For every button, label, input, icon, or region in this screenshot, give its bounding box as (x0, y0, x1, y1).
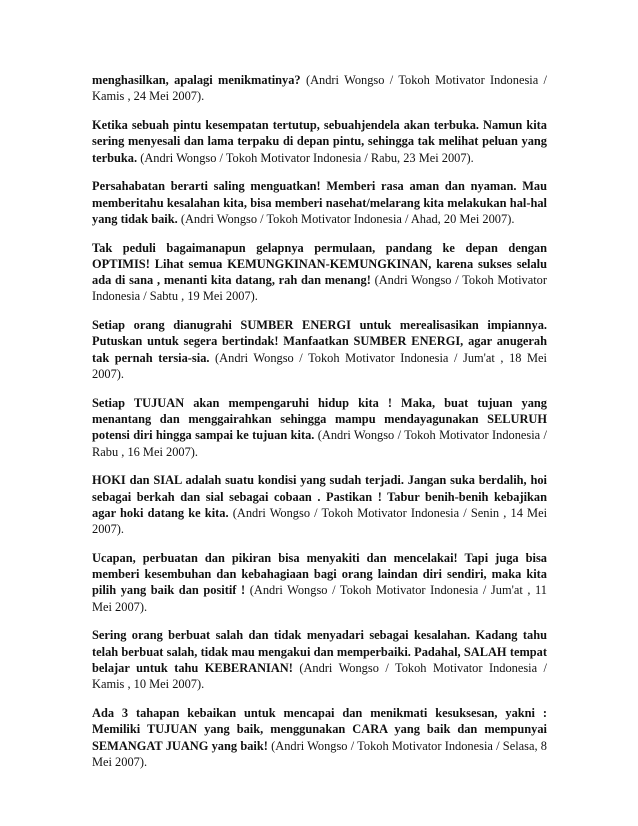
quote-text: Ada 3 tahapan kebaikan untuk mencapai dan menikmati kesuksesan, yakni : Memiliki TUJUAN yang baik, menggunakan CARA yang baik dan mempunyai SEMANGAT JUANG yang baik! (92, 706, 547, 753)
quote-paragraph (92, 705, 547, 770)
quote-text: Setiap orang dianugrahi SUMBER ENERGI untuk merealisasikan impiannya. Putuskan untuk segera bertindak! Manfaatkan SUMBER ENERGI, agar anugerah tak pernah tersia-sia. (92, 318, 547, 365)
quote-text: Ucapan, perbuatan dan pikiran bisa menyakiti dan mencelakai! Tapi juga bisa memberi kesembuhan dan kebahagiaan bagi orang laindan diri sendiri, maka kita pilih yang baik dan positif ! (92, 550, 547, 598)
quote-source: (Andri Wongso / Tokoh Motivator Indonesia / Jum'at , 11 Mei 2007). (92, 583, 547, 614)
quote-text: Persahabatan berarti saling menguatkan! Memberi rasa aman dan nyaman. Mau memberitahu kesalahan kita, bisa memberi nasehat/melarang kita melakukan hal-hal yang tidak baik. (92, 179, 547, 226)
quote-source: (Andri Wongso / Tokoh Motivator Indonesia / Selasa, 8 Mei 2007). (92, 738, 547, 769)
quote-text: Setiap TUJUAN akan mempengaruhi hidup kita ! Maka, buat tujuan yang menantang dan menggairahkan sehingga mampu mendayagunakan SELURUH potensi diri hingga sampai ke tujuan kita. (92, 395, 547, 443)
quote-paragraph (92, 317, 547, 382)
quote-source: (Andri Wongso / Tokoh Motivator Indonesia / Senin , 14 Mei 2007). (92, 505, 548, 537)
quote-source: (Andri Wongso / Tokoh Motivator Indonesia / Kamis , 24 Mei 2007). (92, 73, 547, 104)
quote-paragraph (92, 178, 547, 227)
quote-source: (Andri Wongso / Tokoh Motivator Indonesia / Rabu , 16 Mei 2007). (92, 428, 547, 459)
quote-source: (Andri Wongso / Tokoh Motivator Indonesia / Jum'at , 18 Mei 2007). (92, 350, 547, 382)
quote-source: (Andri Wongso / Tokoh Motivator Indonesia / Sabtu , 19 Mei 2007). (92, 273, 547, 304)
quote-paragraph (92, 72, 547, 105)
quote-source: (Andri Wongso / Tokoh Motivator Indonesia / Rabu, 23 Mei 2007). (137, 150, 474, 165)
quote-text: Ketika sebuah pintu kesempatan tertutup, sebuahjendela akan terbuka. Namun kita sering menyesali dan lama terpaku di depan pintu, sehingga tak melihat peluan yang terbuka. (92, 117, 547, 165)
quote-source: (Andri Wongso / Tokoh Motivator Indonesia / Ahad, 20 Mei 2007). (177, 211, 515, 226)
quote-paragraph (92, 395, 547, 460)
quote-paragraph (92, 627, 547, 692)
quote-paragraph (92, 117, 547, 166)
quote-text: menghasilkan, apalagi menikmatinya? (92, 73, 301, 87)
quote-paragraph (92, 550, 547, 615)
quote-source: (Andri Wongso / Tokoh Motivator Indonesia / Kamis , 10 Mei 2007). (92, 661, 548, 692)
quote-paragraph (92, 240, 547, 305)
quote-text: Tak peduli bagaimanapun gelapnya permulaan, pandang ke depan dengan OPTIMIS! Lihat semua KEMUNGKINAN-KEMUNGKINAN, karena sukses selalu ada di sana , menanti kita datang, rah dan menang! (92, 240, 547, 288)
quote-text: Sering orang berbuat salah dan tidak menyadari sebagai kesalahan. Kadang tahu telah berbuat salah, tidak mau mengakui dan memperbaiki. Padahal, SALAH tempat belajar untuk tahu KEBERANIAN! (92, 628, 547, 676)
quote-text: HOKI dan SIAL adalah suatu kondisi yang sudah terjadi. Jangan suka berdalih, hoi sebagai berkah dan sial sebagai cobaan . Pastikan ! Tabur benih-benih kebajikan agar hoki datang ke kita. (92, 473, 547, 520)
quote-list (92, 72, 547, 783)
quote-paragraph (92, 472, 547, 537)
